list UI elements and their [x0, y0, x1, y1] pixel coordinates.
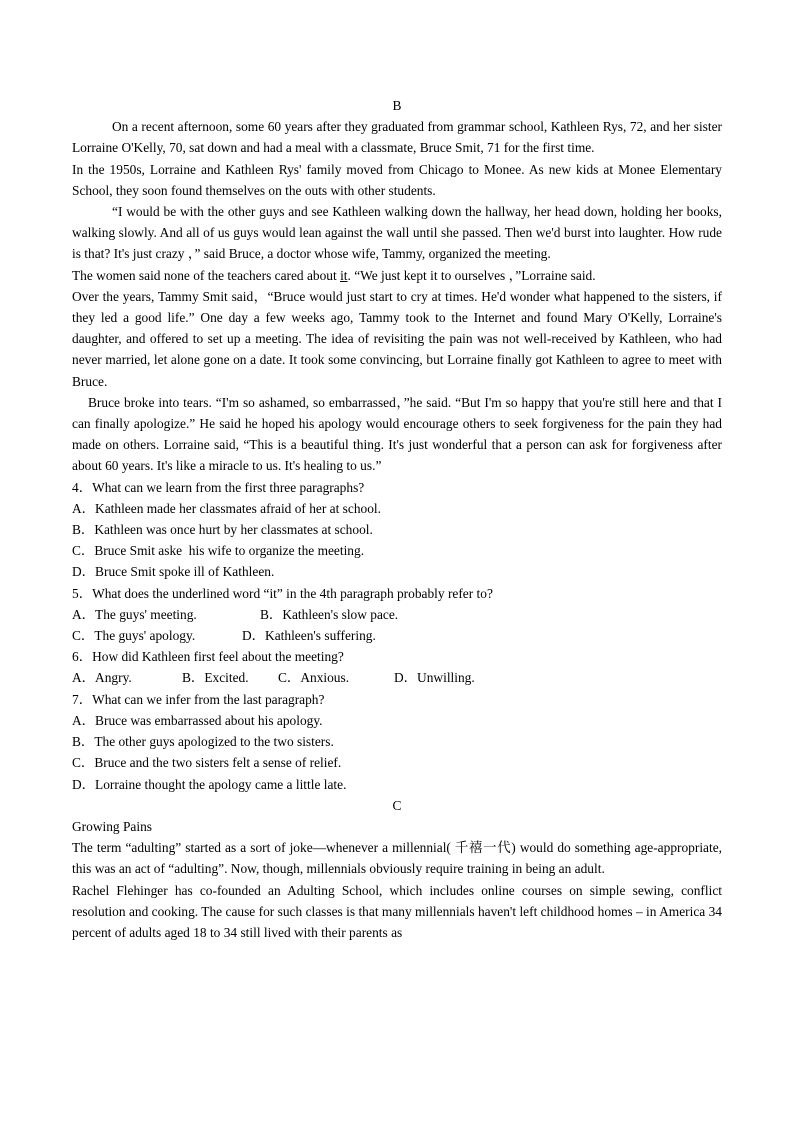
section-b-label: B	[392, 98, 402, 113]
q4-option-b: B．Kathleen was once hurt by her classmates at school.	[72, 522, 373, 538]
question-4: 4．What can we learn from the first three paragraphs?	[72, 479, 365, 495]
q4-option-d: D．Bruce Smit spoke ill of Kathleen.	[72, 564, 275, 580]
paragraph-6: Bruce broke into tears. “I'm so ashamed, so embarrassed，”he said. “But I'm so happy that you're still here and that I can finally apologize.” He said he hoped his apology would encourage others to seek forgiveness for the pain they had made on others. Lorraine said, “This is a beautiful thing. It's just wonderful that a person can ask for forgiveness after about 60 years. It's like a miracle to us. It's healing to us.”	[72, 394, 722, 474]
paragraph-4	[72, 265, 722, 286]
q6-row-1	[72, 667, 722, 688]
question-5: 5．What does the underlined word “it” in the 4th paragraph probably refer to?	[72, 585, 493, 601]
paragraph-1: On a recent afternoon, some 60 years after they graduated from grammar school, Kathleen Rys, 72, and her sister Lorraine O'Kelly, 70, sat down and had a meal with a classmate, Bruce Smit, 71 for the first time.	[72, 119, 722, 156]
section-c-paragraph-2: Rachel Flehinger has co-founded an Adulting School, which includes online courses on simple sewing, conflict resolution and cooking. The cause for such classes is that many millennials haven't left childhood homes – in America 34 percent of adults aged 18 to 34 still lived with their parents as	[72, 882, 722, 940]
q6-option-b: B．Excited.	[182, 670, 249, 686]
q6-option-a: A．Angry.	[72, 670, 132, 686]
question-7: 7．What can we infer from the last paragraph?	[72, 691, 325, 707]
paragraph-4-after: . “We just kept it to ourselves ，”Lorraine said.	[347, 267, 596, 283]
q5-option-a: A．The guys' meeting.	[72, 606, 197, 622]
question-6: 6．How did Kathleen first feel about the meeting?	[72, 649, 344, 665]
underlined-it: it	[340, 267, 348, 283]
q4-option-a: A．Kathleen made her classmates afraid of her at school.	[72, 500, 381, 516]
section-c-paragraph-1: The term “adulting” started as a sort of joke—whenever a millennial( 千禧一代) would do something age-appropriate, this was an act of “adulting”. Now, though, millennials obviously require training in being an adult.	[72, 840, 722, 877]
q7-option-b: B．The other guys apologized to the two sisters.	[72, 734, 334, 750]
paragraph-2: In the 1950s, Lorraine and Kathleen Rys' family moved from Chicago to Monee. As new kids at Monee Elementary School, they soon found themselves on the outs with other students.	[72, 161, 722, 198]
q5-row-2	[72, 625, 722, 646]
section-c-title: Growing Pains	[72, 818, 152, 834]
paragraph-3: “I would be with the other guys and see Kathleen walking down the hallway, her head down, holding her books, walking slowly. And all of us guys would lean against the wall until she passed. Then we'd burst into laughter. How rude is that? It's just crazy ，” said Bruce, a doctor whose wife, Tammy, organized the meeting.	[72, 204, 722, 262]
q4-option-c: C．Bruce Smit aske his wife to organize the meeting.	[72, 543, 365, 559]
q6-option-c: C．Anxious.	[278, 670, 350, 686]
q5-option-b: B．Kathleen's slow pace.	[260, 606, 399, 622]
q7-option-a: A．Bruce was embarrassed about his apology.	[72, 712, 323, 728]
paragraph-4-before: The women said none of the teachers cared about	[72, 267, 341, 283]
paragraph-5: Over the years, Tammy Smit said，“Bruce would just start to cry at times. He'd wonder what happened to the sisters, if they led a good life.” One day a few weeks ago, Tammy took to the Internet and found Mary O'Kelly, Lorraine's daughter, and offered to set up a meeting. The idea of revisiting the pain was not well-received by Kathleen, who had never married, let alone gone on a date. It took some convincing, but Lorraine finally got Kathleen to agree to meet with Bruce.	[72, 288, 722, 389]
document-page	[72, 95, 722, 943]
q6-option-d: D．Unwilling.	[394, 670, 475, 686]
q7-option-c: C．Bruce and the two sisters felt a sense of relief.	[72, 755, 342, 771]
section-c-label: C	[392, 797, 402, 813]
q5-option-d: D．Kathleen's suffering.	[242, 628, 376, 644]
q5-option-c: C．The guys' apology.	[72, 628, 196, 644]
q7-option-d: D．Lorraine thought the apology came a little late.	[72, 776, 347, 792]
q5-row-1	[72, 604, 722, 625]
